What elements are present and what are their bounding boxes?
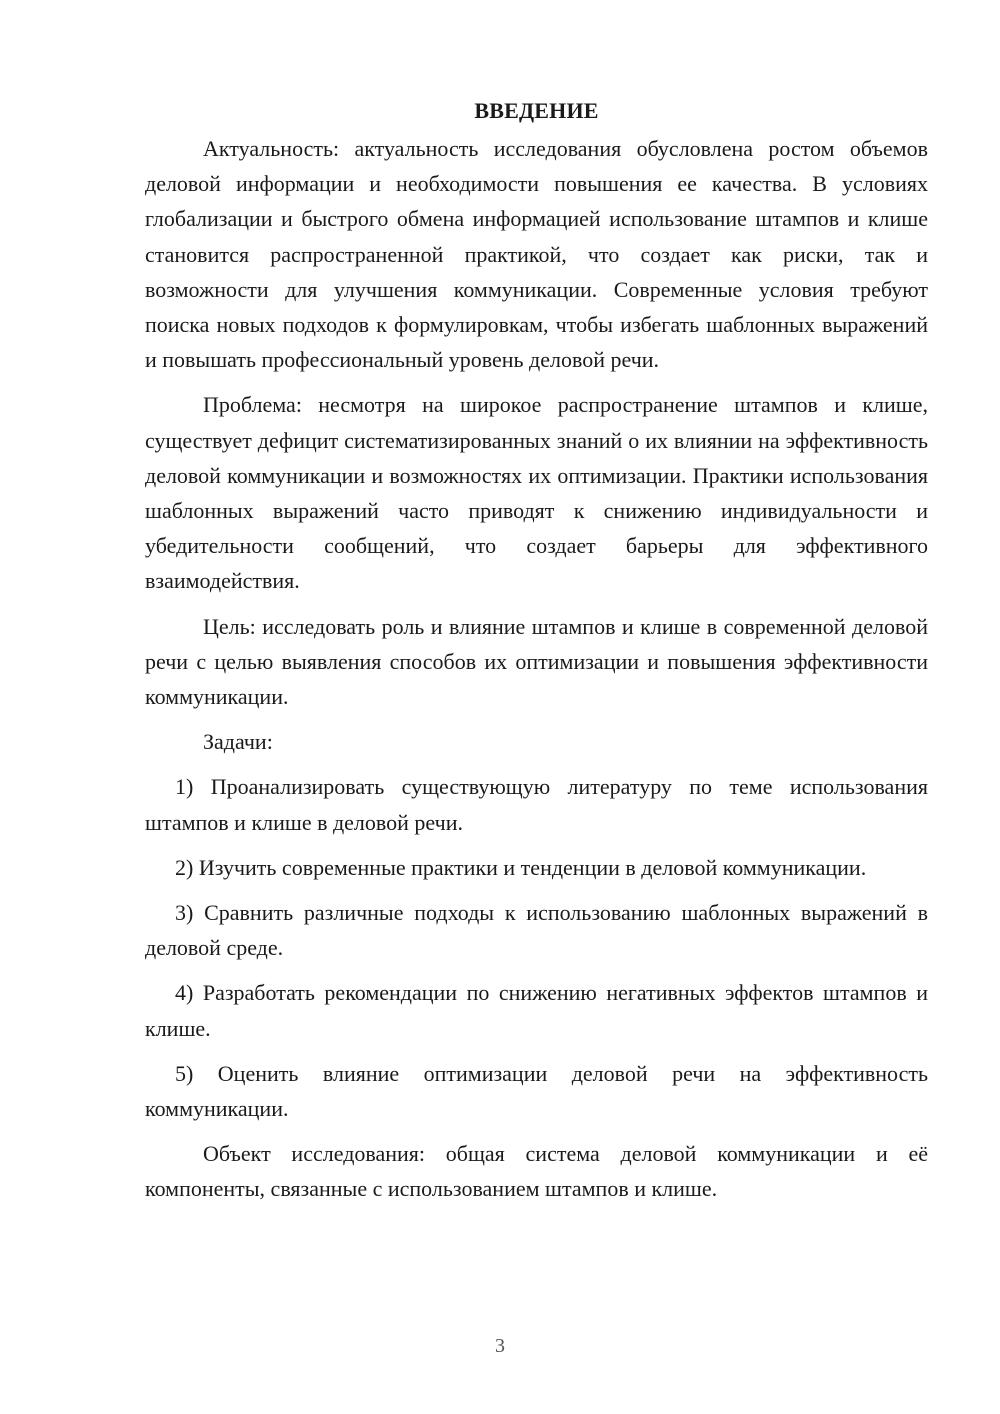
tasks-label: Задачи:	[203, 729, 273, 755]
list-item: 4) Разработать рекомендации по снижению негативных эффектов штампов и клише.	[145, 980, 928, 1041]
list-item: 1) Проанализировать существующую литературу по теме использования штампов и клише в деловой речи.	[145, 774, 928, 835]
list-item: 5) Оценить влияние оптимизации деловой речи на эффективность коммуникации.	[145, 1060, 928, 1122]
page-number: 3	[495, 1335, 505, 1357]
paragraph-problem: Проблема: несмотря на широкое распространение штампов и клише, существует дефицит систематизированных знаний о их влиянии на эффективность деловой коммуникации и возможностях их оптимизации. Практики использования шаблонных выражений часто приводят к снижению индивидуальности и убедительности сообщений, что создает барьеры для эффективного взаимодействия.	[145, 392, 928, 594]
list-item: 2) Изучить современные практики и тенденции в деловой коммуникации.	[175, 854, 867, 880]
document-page	[145, 96, 928, 1217]
paragraph-relevance: Актуальность: актуальность исследования обусловлена ростом объемов деловой информации и необходимости повышения ее качества. В условиях глобализации и быстрого обмена информацией использование штампов и клише становится распространенной практикой, что создает как риски, так и возможности для улучшения коммуникации. Современные условия требуют поиска новых подходов к формулировкам, чтобы избегать шаблонных выражений и повышать профессиональный уровень деловой речи.	[145, 136, 928, 373]
paragraph-goal: Цель: исследовать роль и влияние штампов и клише в современной деловой речи с целью выявления способов их оптимизации и повышения эффективности коммуникации.	[145, 613, 928, 710]
tasks-list	[145, 769, 928, 1126]
paragraph-object: Объект исследования: общая система деловой коммуникации и её компоненты, связанные с использованием штампов и клише.	[145, 1141, 928, 1202]
list-item: 3) Сравнить различные подходы к использованию шаблонных выражений в деловой среде.	[145, 900, 928, 961]
page-title: ВВЕДЕНИЕ	[474, 98, 599, 123]
